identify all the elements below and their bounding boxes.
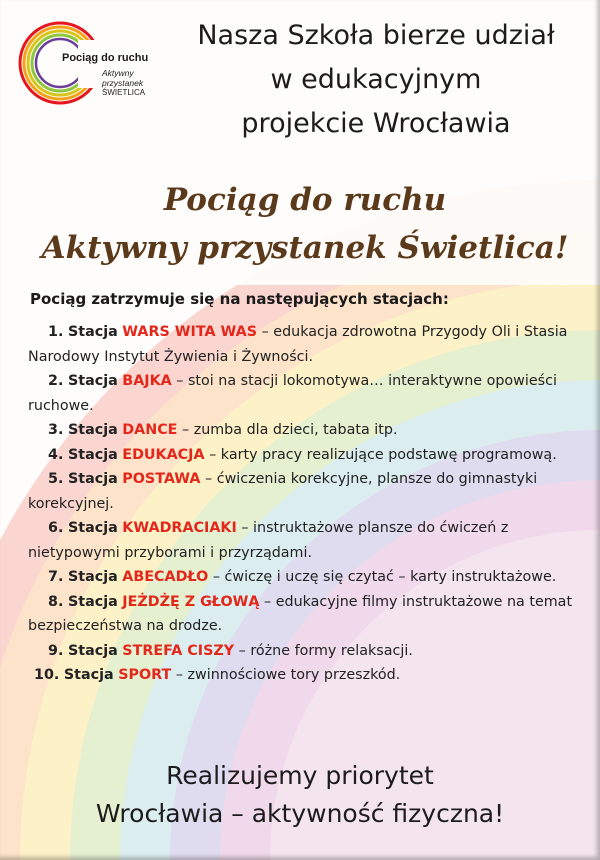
station-name: BAJKA [122, 373, 172, 389]
title-line1: Pociąg do ruchu [163, 182, 447, 218]
header-line3: projekcie Wrocławia [241, 108, 511, 139]
station-item: 5. Stacja POSTAWA – ćwiczenia korekcyjne, plansze do gimnastyki korekcyjnej. [28, 471, 538, 512]
station-name: ABECADŁO [122, 569, 209, 585]
logo-line2: przystanek [102, 78, 144, 88]
station-name: JEŻDŻĘ Z GŁOWĄ [122, 593, 260, 610]
station-item: 8. Stacja JEŻDŻĘ Z GŁOWĄ – edukacyjne filmy instruktażowe na temat bezpieczeństwa na drodze. [28, 593, 573, 634]
header-line1: Nasza Szkoła bierze udział [197, 20, 555, 51]
project-logo [18, 18, 168, 108]
station-name: WARS WITA WAS [122, 324, 258, 340]
footer-line2: Wrocławia – aktywność fizyczna! [95, 799, 505, 828]
station-item: 10. Stacja SPORT – zwinnościowe tory przeszkód. [34, 667, 401, 683]
station-item: 3. Stacja DANCE – zumba dla dzieci, tabata itp. [48, 422, 398, 438]
station-item: 9. Stacja STREFA CISZY – różne formy relaksacji. [48, 642, 413, 659]
stations-intro: Pociąg zatrzymuje się na następujących stacjach: [30, 290, 449, 308]
logo-line3: ŚWIETLICA [102, 88, 146, 97]
station-desc: – zwinnościowe tory przeszkód. [171, 667, 401, 683]
footer-line1: Realizujemy priorytet [166, 761, 434, 790]
station-name: KWADRACIAKI [122, 520, 237, 536]
station-desc: – ćwiczenia korekcyjne, plansze do gimnastyki korekcyjnej. [28, 471, 538, 512]
station-item: 4. Stacja EDUKACJA – karty pracy realizujące podstawę programową. [48, 446, 557, 463]
station-item: 2. Stacja BAJKA – stoi na stacji lokomotywa… interaktywne opowieści ruchowe. [28, 373, 557, 414]
footer-slogan [30, 757, 570, 833]
station-desc: – edukacja zdrowotna Przygody Oli i Stasia Narodowy Instytut Żywienia i Żywności. [28, 324, 568, 365]
poster-title [20, 176, 590, 272]
station-desc: – instruktażowe plansze do ćwiczeń z nietypowymi przyborami i przyrządami. [28, 520, 509, 561]
station-name: EDUKACJA [122, 446, 205, 463]
station-desc: – stoi na stacji lokomotywa… interaktywne opowieści ruchowe. [28, 373, 557, 414]
logo-line1: Aktywny [102, 68, 134, 78]
stations-list [28, 320, 576, 688]
station-desc: – ćwiczę i uczę się czytać – karty instruktażowe. [208, 569, 557, 585]
station-desc: – zumba dla dzieci, tabata itp. [177, 422, 398, 438]
station-name: DANCE [122, 422, 178, 438]
station-item: 6. Stacja KWADRACIAKI – instruktażowe plansze do ćwiczeń z nietypowymi przyborami i przyrządami. [28, 520, 509, 561]
station-desc: – różne formy relaksacji. [234, 642, 413, 659]
station-name: SPORT [118, 667, 172, 683]
station-desc: – karty pracy realizujące podstawę programową. [204, 446, 557, 463]
logo-title: Pociąg do ruchu [62, 52, 149, 64]
title-line2: Aktywny przystanek Świetlica! [41, 230, 569, 266]
station-desc: – edukacyjne filmy instruktażowe na temat bezpieczeństwa na drodze. [28, 593, 573, 634]
station-name: STREFA CISZY [122, 642, 235, 659]
station-item: 1. Stacja WARS WITA WAS – edukacja zdrowotna Przygody Oli i Stasia Narodowy Instytut Żywienia i Żywności. [28, 324, 568, 365]
station-item: 7. Stacja ABECADŁO – ćwiczę i uczę się czytać – karty instruktażowe. [48, 569, 557, 585]
header-heading [170, 14, 582, 146]
station-name: POSTAWA [122, 471, 201, 487]
header-line2: w edukacyjnym [270, 64, 482, 95]
